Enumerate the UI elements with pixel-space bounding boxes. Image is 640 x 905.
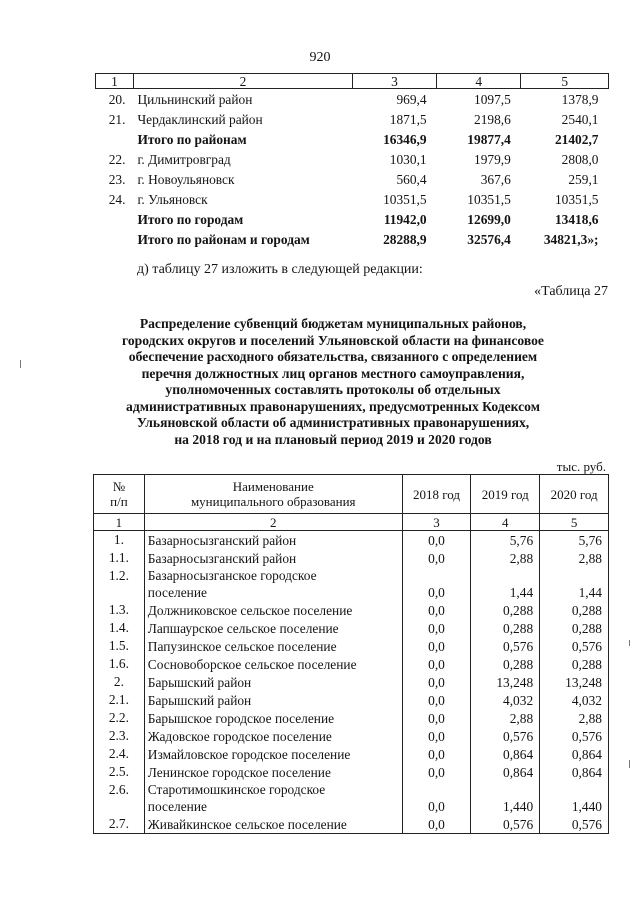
value-2019: 1097,5 (474, 91, 511, 107)
value-2019: 367,6 (480, 171, 511, 187)
value-2020: 0,288 (540, 619, 609, 637)
value-2020: 2540,1 (561, 111, 599, 127)
row-name: г. Ульяновск (137, 191, 208, 207)
header-cell: 2 (133, 74, 352, 89)
table-title (100, 316, 566, 448)
value-2019: 32576,4 (467, 231, 511, 247)
table-row (94, 763, 609, 781)
table-row (94, 815, 609, 834)
column-number: 5 (540, 514, 609, 531)
row-number: 1.4. (94, 619, 145, 637)
value-2019: 19877,4 (467, 131, 511, 147)
scan-mark (629, 640, 630, 646)
value-2020: 2,88 (540, 709, 609, 727)
row-name: Папузинское сельское поселение (144, 637, 402, 655)
value-2019: 2,88 (471, 549, 540, 567)
value-2020: 1378,9 (561, 91, 599, 107)
value-2020: 2808,0 (561, 151, 599, 167)
row-name: Итого по районам и городам (137, 231, 310, 247)
table-row (96, 169, 609, 189)
value-2019: 1979,9 (474, 151, 511, 167)
value-2020: 5,76 (540, 531, 609, 550)
row-number: 20. (108, 91, 126, 107)
value-2018: 0,0 (402, 549, 471, 567)
header-2019: 2019 год (471, 475, 540, 514)
table-row (94, 727, 609, 745)
table-row (96, 129, 609, 149)
value-2019: 0,288 (471, 619, 540, 637)
row-name: Лапшаурское сельское поселение (144, 619, 402, 637)
row-number: 1.3. (94, 601, 145, 619)
value-2020: 34821,3»; (543, 231, 599, 247)
value-2020: 13,248 (540, 673, 609, 691)
table-row (94, 567, 609, 601)
value-2020: 1,44 (540, 567, 609, 601)
scan-mark (20, 360, 21, 368)
row-number: 1. (94, 531, 145, 550)
row-name: Живайкинское сельское поселение (144, 815, 402, 834)
value-2018: 1871,5 (389, 111, 427, 127)
row-number: 23. (108, 171, 126, 187)
value-2018: 0,0 (402, 673, 471, 691)
value-2018: 0,0 (402, 781, 471, 815)
value-2020: 0,288 (540, 655, 609, 673)
value-2018: 10351,5 (383, 191, 427, 207)
value-2018: 0,0 (402, 745, 471, 763)
value-2019: 2,88 (471, 709, 540, 727)
row-number: 1.6. (94, 655, 145, 673)
table-row (94, 601, 609, 619)
value-2019: 1,440 (471, 781, 540, 815)
row-name: Барышский район (144, 673, 402, 691)
row-name: Измайловское городское поселение (144, 745, 402, 763)
title-line: обеспечение расходного обязательства, связанного с определением (128, 349, 538, 364)
value-2018: 0,0 (402, 763, 471, 781)
header-cell: 1 (96, 74, 134, 89)
value-2019: 0,864 (471, 745, 540, 763)
row-number: 2.5. (94, 763, 145, 781)
table-row (96, 149, 609, 169)
value-2018: 0,0 (402, 637, 471, 655)
row-number: 2.6. (94, 781, 145, 815)
row-number (96, 129, 134, 149)
value-2019: 0,576 (471, 637, 540, 655)
table-row (96, 89, 609, 110)
value-2018: 0,0 (402, 691, 471, 709)
table-row (96, 209, 609, 229)
row-number: 21. (108, 111, 126, 127)
title-line: уполномоченных составлять протоколы об отдельных (165, 382, 501, 397)
row-name: Сосновоборское сельское поселение (144, 655, 402, 673)
row-name: г. Новоульяновск (137, 171, 235, 187)
value-2020: 1,440 (540, 781, 609, 815)
table-header-row (94, 475, 609, 514)
value-2020: 10351,5 (554, 191, 599, 207)
row-name: Чердаклинский район (137, 111, 263, 127)
value-2018: 0,0 (402, 531, 471, 550)
value-2018: 28288,9 (383, 231, 427, 247)
value-2019: 0,288 (471, 601, 540, 619)
value-2018: 560,4 (396, 171, 427, 187)
value-2019: 0,864 (471, 763, 540, 781)
row-number: 1.5. (94, 637, 145, 655)
row-number (96, 229, 134, 249)
scan-mark (629, 760, 630, 768)
value-2018: 16346,9 (383, 131, 427, 147)
subventions-table (93, 474, 609, 834)
value-2018: 0,0 (402, 655, 471, 673)
row-name: г. Димитровград (137, 151, 231, 167)
row-number: 24. (108, 191, 126, 207)
table-row (96, 189, 609, 209)
table-header-row (96, 74, 609, 89)
row-name: Цильнинский район (137, 91, 253, 107)
value-2020: 0,576 (540, 815, 609, 834)
row-name: Старотимошкинское городское поселение (144, 781, 402, 815)
column-number: 3 (402, 514, 471, 531)
row-number: 2.2. (94, 709, 145, 727)
row-name: Базарносызганский район (144, 531, 402, 550)
continued-table (95, 73, 609, 249)
table-row (94, 655, 609, 673)
title-line: на 2018 год и на плановый период 2019 и 2020 годов (174, 431, 492, 447)
table-row (94, 619, 609, 637)
column-number: 4 (471, 514, 540, 531)
value-2020: 0,288 (540, 601, 609, 619)
value-2019: 0,288 (471, 655, 540, 673)
value-2018: 0,0 (402, 601, 471, 619)
title-line: Распределение субвенций бюджетам муниципальных районов, (139, 316, 527, 331)
row-name: Итого по районам (137, 131, 247, 147)
header-name: Наименование муниципального образования (144, 475, 402, 514)
value-2019: 2198,6 (474, 111, 511, 127)
value-2018: 0,0 (402, 727, 471, 745)
header-cell: 3 (352, 74, 436, 89)
column-number: 2 (144, 514, 402, 531)
value-2020: 0,576 (540, 727, 609, 745)
value-2018: 0,0 (402, 709, 471, 727)
table-row (94, 709, 609, 727)
value-2019: 4,032 (471, 691, 540, 709)
value-2019: 12699,0 (467, 211, 511, 227)
header-2018: 2018 год (402, 475, 471, 514)
table-row (94, 745, 609, 763)
value-2020: 2,88 (540, 549, 609, 567)
header-cell: 5 (521, 74, 609, 89)
header-cell: 4 (437, 74, 521, 89)
value-2018: 0,0 (402, 619, 471, 637)
units-label: тыс. руб. (556, 459, 606, 474)
row-name: Базарносызганский район (144, 549, 402, 567)
title-line: административных правонарушениях, предусмотренных Кодексом (126, 398, 540, 414)
row-number: 1.2. (94, 567, 145, 601)
header-number: № п/п (94, 475, 145, 514)
row-name: Ленинское городское поселение (144, 763, 402, 781)
row-number: 2.7. (94, 815, 145, 834)
row-name: Барышский район (144, 691, 402, 709)
row-number: 2. (94, 673, 145, 691)
value-2020: 0,576 (540, 637, 609, 655)
row-name: Барышское городское поселение (144, 709, 402, 727)
row-number: 1.1. (94, 549, 145, 567)
row-name: Должниковское сельское поселение (144, 601, 402, 619)
value-2019: 10351,5 (467, 191, 511, 207)
row-name: Итого по городам (137, 211, 244, 227)
column-number: 1 (94, 514, 145, 531)
title-line: перечня должностных лиц органов местного самоуправления, (141, 365, 525, 381)
amendment-note: д) таблицу 27 изложить в следующей редакции: (137, 262, 423, 277)
column-number-row (94, 514, 609, 531)
row-number: 2.4. (94, 745, 145, 763)
value-2020: 21402,7 (554, 131, 599, 147)
value-2020: 0,864 (540, 745, 609, 763)
value-2019: 0,576 (471, 727, 540, 745)
table-row (94, 531, 609, 550)
value-2018: 1030,1 (389, 151, 427, 167)
value-2019: 1,44 (471, 567, 540, 601)
table-row (96, 229, 609, 249)
table-row (94, 637, 609, 655)
value-2018: 0,0 (402, 567, 471, 601)
value-2019: 0,576 (471, 815, 540, 834)
value-2019: 5,76 (471, 531, 540, 550)
value-2019: 13,248 (471, 673, 540, 691)
value-2018: 969,4 (396, 91, 427, 107)
table-row (94, 691, 609, 709)
title-line: городских округов и поселений Ульяновской области на финансовое (122, 332, 544, 348)
row-number: 22. (108, 151, 126, 167)
value-2018: 0,0 (402, 815, 471, 834)
value-2018: 11942,0 (383, 211, 427, 227)
table-row (94, 781, 609, 815)
title-line: Ульяновской области об административных правонарушениях, (136, 415, 530, 430)
row-number: 2.1. (94, 691, 145, 709)
row-number: 2.3. (94, 727, 145, 745)
value-2020: 259,1 (568, 171, 599, 187)
value-2020: 13418,6 (554, 211, 599, 227)
value-2020: 0,864 (540, 763, 609, 781)
table-row (94, 673, 609, 691)
row-name: Базарносызганское городское поселение (144, 567, 402, 601)
table-row (94, 549, 609, 567)
table-reference: «Таблица 27 (534, 284, 608, 299)
row-number (96, 209, 134, 229)
row-name: Жадовское городское поселение (144, 727, 402, 745)
value-2020: 4,032 (540, 691, 609, 709)
page-number: 920 (309, 50, 331, 65)
table-row (96, 109, 609, 129)
header-2020: 2020 год (540, 475, 609, 514)
